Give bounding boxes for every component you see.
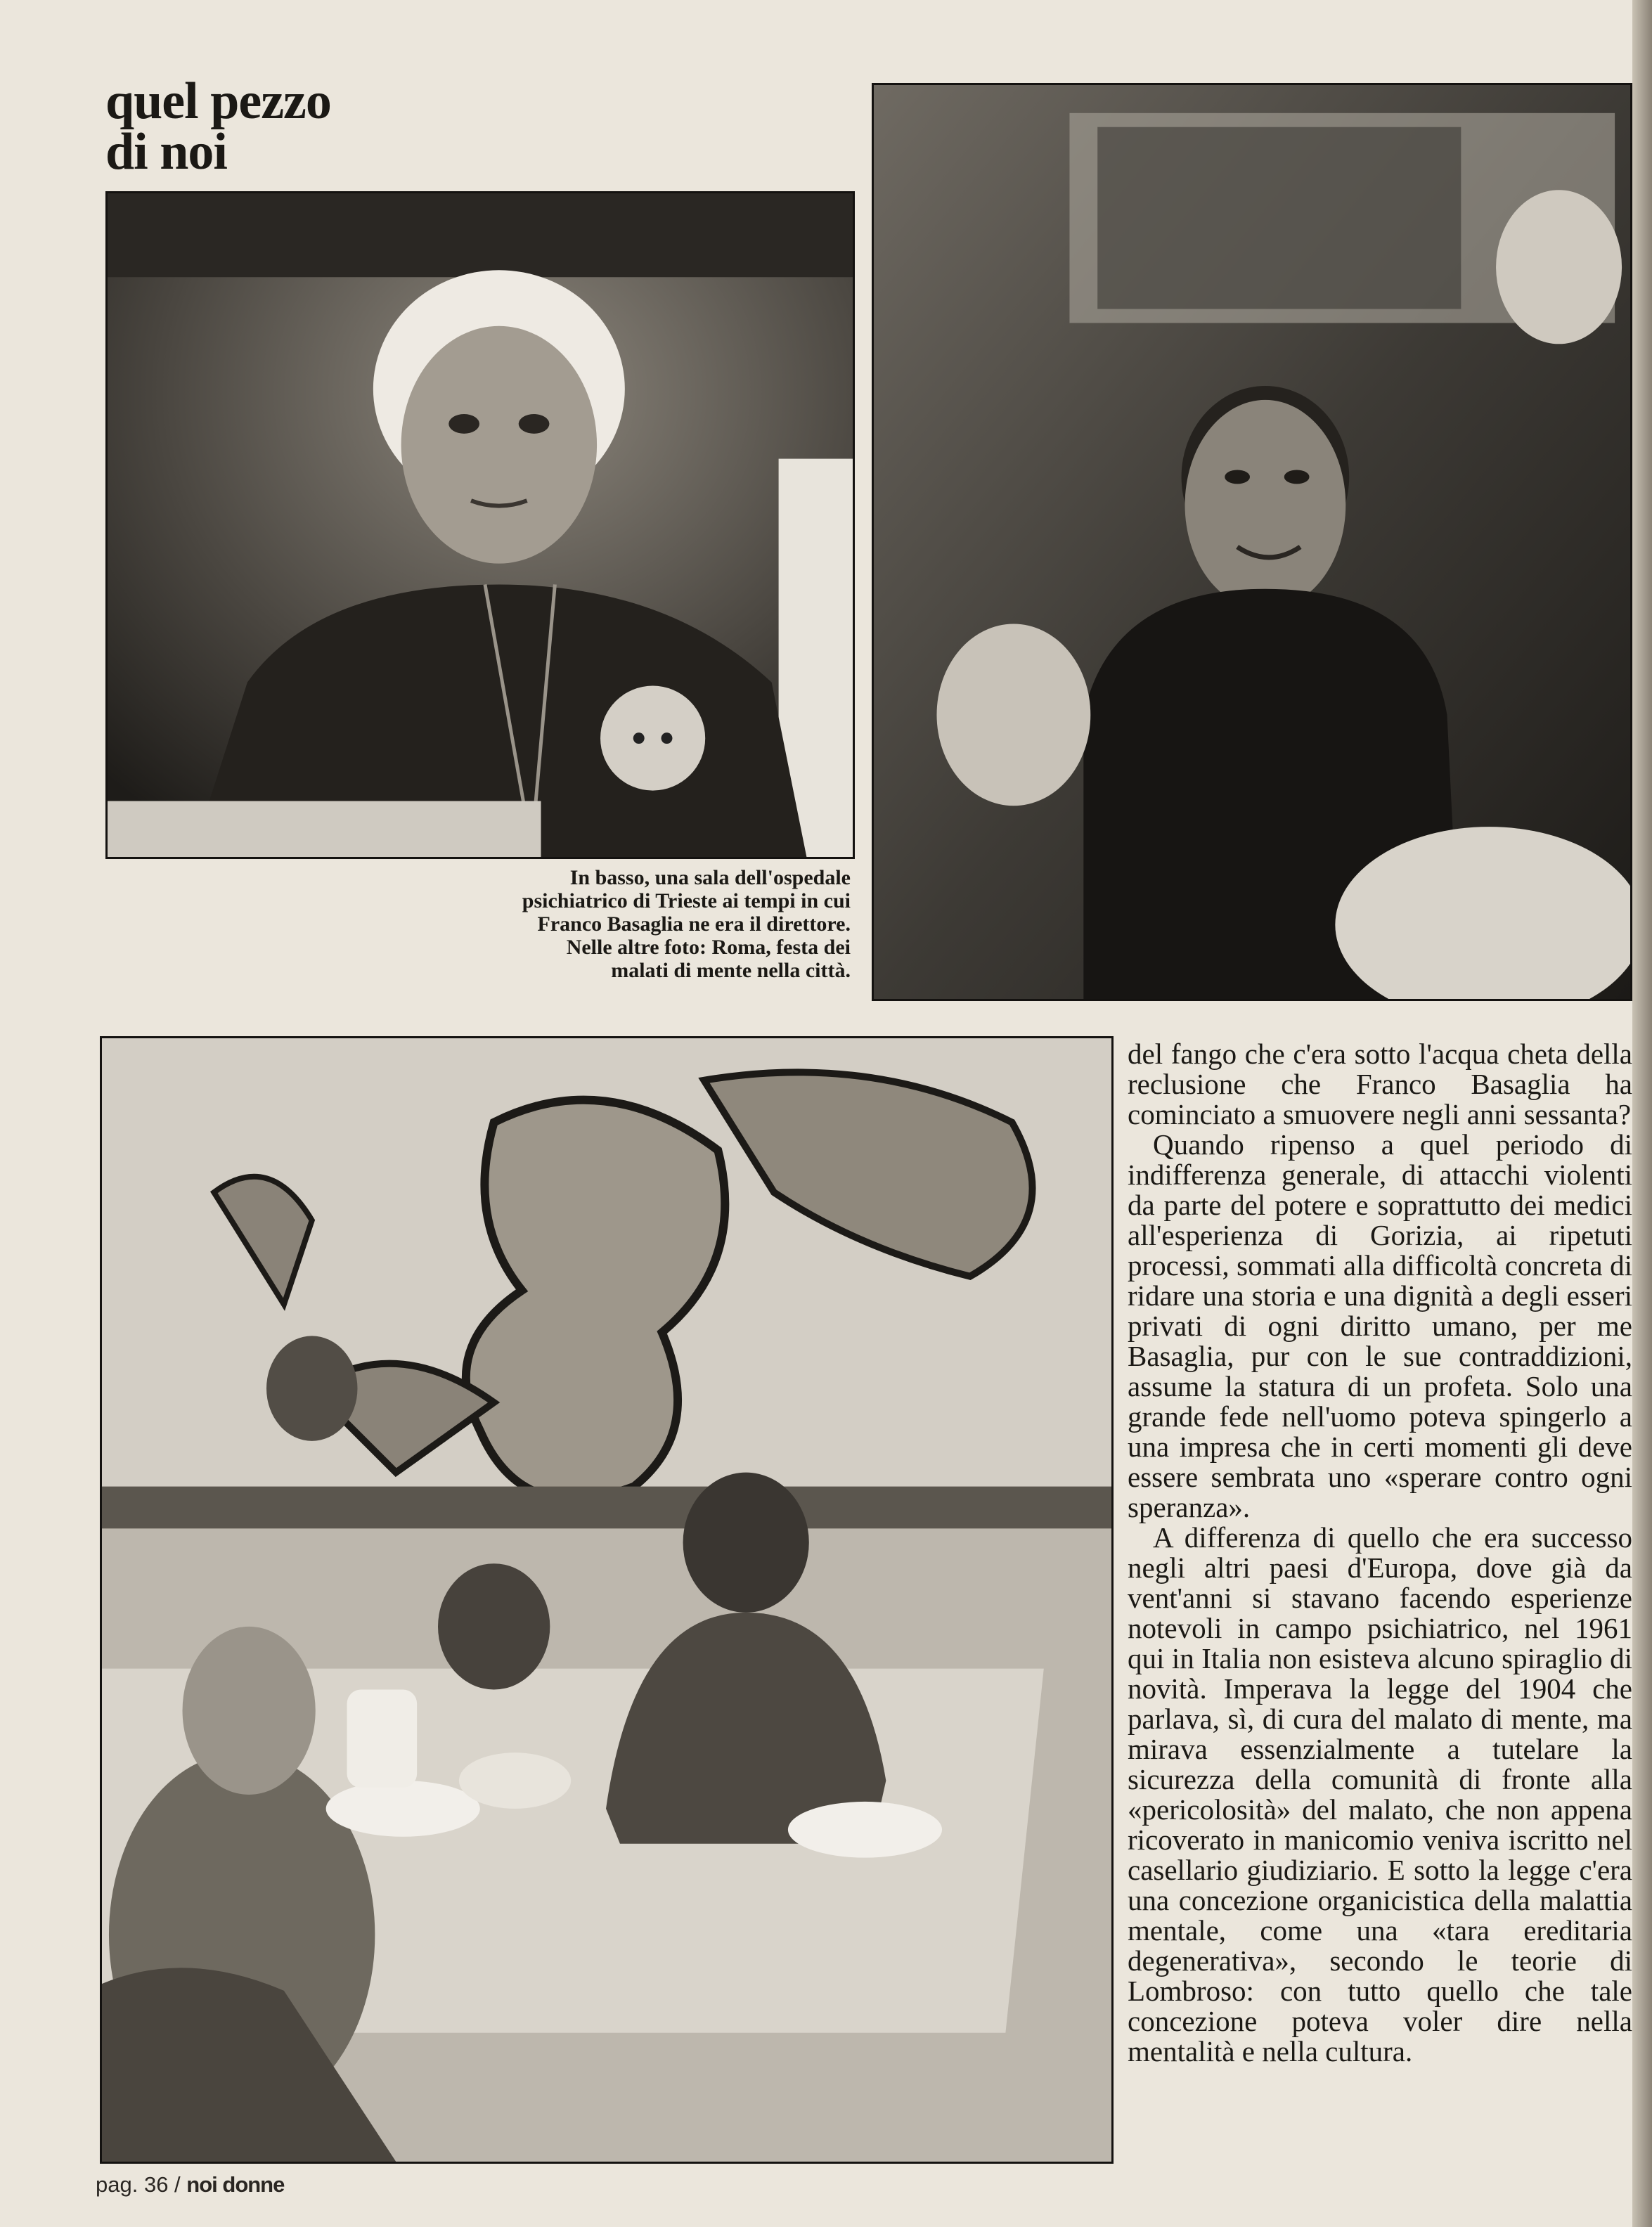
section-title-line1: quel pezzo <box>105 72 331 130</box>
photo-elderly-woman-image <box>108 193 853 857</box>
photo-festival-woman <box>872 83 1632 1001</box>
photo-hospital-dining-room <box>100 1036 1114 2164</box>
photo-festival-woman-image <box>874 85 1630 999</box>
page-edge <box>1632 0 1652 2227</box>
article-body <box>1128 1039 1632 2067</box>
section-title-line2: di noi <box>105 123 227 181</box>
article-paragraph: A differenza di quello che era successo negli altri paesi d'Europa, dove già da vent'anni si stavano facendo esperienze notevoli in campo psichiatrico, nel 1961 qui in Italia non esisteva alcuno spiraglio di novità. Imperava la legge del 1904 che parlava, sì, di cura del malato di mente, ma mirava essenzialmente a tutelare la sicurezza della comunità di fronte alla «pericolosità» del malato, che non appena ricoverato in manicomio veniva iscritto nel casellario giudiziario. E sotto la legge c'era una concezione organicistica della malattia mentale, come una «tara ereditaria degenerativa», secondo le teorie di Lombroso: con tutto quello che tale concezione poteva voler dire nella mentalità e nella cultura. <box>1128 1521 1632 2067</box>
article-paragraph: Quando ripenso a quel periodo di indifferenza generale, di attacchi violenti da parte del potere e soprattutto dei medici all'esperienza di Gorizia, ai ripetuti processi, sommati alla difficoltà concreta di ridare una storia e una dignità a degli esseri privati di ogni diritto umano, per me Basaglia, pur con le sue contraddizioni, assume la statura di un profeta. Solo una grande fede nell'uomo poteva spingerlo a una impresa che in certi momenti gli deve essere sembrata uno «sperare contro ogni speranza». <box>1128 1128 1632 1523</box>
page-footer <box>96 2172 284 2197</box>
publication-name: noi donne <box>186 2172 285 2197</box>
section-title <box>105 72 443 181</box>
photo-caption: In basso, una sala dell'ospedale psichiatrico di Trieste ai tempi in cui Franco Basaglia ne era il direttore. Nelle altre foto: Roma, festa dei malati di mente nella città. <box>522 866 851 982</box>
page-number: pag. 36 / <box>96 2172 181 2197</box>
photo-hospital-dining-room-image <box>102 1038 1111 2162</box>
article-paragraph: del fango che c'era sotto l'acqua cheta della reclusione che Franco Basaglia ha cominciato a smuovere negli anni sessanta? <box>1128 1038 1632 1130</box>
photo-elderly-woman <box>105 191 855 859</box>
